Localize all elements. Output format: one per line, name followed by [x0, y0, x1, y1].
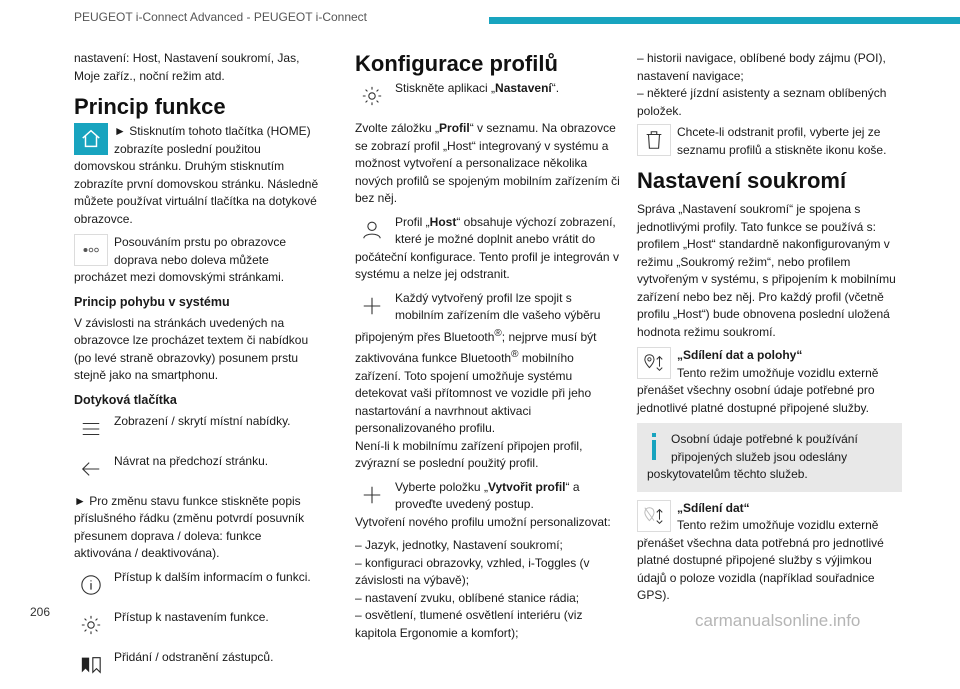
data-share-icon: [637, 500, 671, 532]
header-title: PEUGEOT i-Connect Advanced - PEUGEOT i-Connect: [74, 10, 368, 24]
loc-text: Tento režim umožňuje vozidlu externě přenášet všechny osobní údaje potřebné pro jednotlivé platné dostupné připojené služby.: [637, 365, 879, 415]
create-text: Vytvoření nového profilu umožní personalizovat:: [355, 514, 611, 529]
info-icon: [74, 569, 108, 601]
gear-post: “.: [551, 81, 560, 95]
list-item: – Jazyk, jednotky, Nastavení soukromí;: [355, 538, 563, 552]
info-marker-icon: [647, 433, 661, 463]
plus2-post: “ a proveďte uvedený postup.: [395, 479, 580, 511]
plus2-pre: Vyberte položku „: [395, 479, 488, 494]
plus1-mid: ; nejprve musí být zaktivována funkce Bluetooth: [355, 329, 597, 365]
back-text: Návrat na předchozí stránku.: [114, 453, 269, 468]
header-accent-bar: [489, 17, 960, 24]
list-item: – osvětlení, tlumené osvětlení interiéru (viz kapitola Ergonomie a komfort);: [355, 608, 583, 640]
location-share-icon: [637, 347, 671, 379]
plus-icon: [355, 479, 389, 511]
tab-post: “ v seznamu. Na obrazovce se zobrazí profil „Host“ integrovaný v systému a možnost vytvoření a personalizace několika nových profilů se spojeným mobilním zařízením či bez něj.: [355, 121, 620, 205]
bookmark-text: Přidání / odstranění zástupců.: [114, 649, 274, 664]
trash-icon: [637, 124, 671, 156]
watermark: carmanualsonline.info: [695, 611, 861, 630]
data-bold: „Sdílení dat“: [677, 500, 750, 515]
toggle-text: ► Pro změnu stavu funkce stiskněte popis příslušného řádku (změnu potvrdí posuvník přesunem doprava / doleva: funkce aktivována / deaktivována).: [74, 493, 305, 560]
column-1: [74, 50, 322, 689]
column-2: [355, 50, 620, 642]
plus1-text: Každý vytvořený profil lze spojit s mobilním zařízením dle vašeho výběru připojeným přes Bluetooth: [355, 290, 601, 344]
item-trash: [637, 124, 902, 159]
home-icon: [74, 123, 108, 155]
plus1-extra: Není-li k mobilnímu zařízení připojen profil, zvýrazní se poslední použitý profil.: [355, 438, 583, 470]
trash-text: Chcete-li odstranit profil, vyberte jej ze seznamu profilů a stiskněte ikonu koše.: [677, 125, 887, 157]
plus-icon: [355, 290, 389, 322]
back-arrow-icon: [74, 453, 108, 485]
gear-icon: [74, 609, 108, 641]
data-text: Tento režim umožňuje vozidlu externě přenášet všechna data potřebná pro jednotlivé platné dostupné připojené služby s výjimkou údajů o poloze vozidla (například souřadnice GPS).: [637, 518, 884, 602]
list-item: – konfiguraci obrazovky, vzhled, i-Toggles (v závislosti na výbavě);: [355, 555, 590, 587]
page-number: 206: [30, 605, 51, 619]
item-location: [637, 347, 902, 417]
heading-princip-funkce: Princip funkce: [74, 94, 226, 119]
item-menu: [74, 413, 322, 447]
home-text: ► Stisknutím tohoto tlačítka (HOME) zobrazíte poslední použitou domovskou stránku. Druhým stisknutím zobrazíte první domovskou stránku. Následně můžete používat virtuální tlačítka na dotykové obrazovce.: [74, 124, 319, 226]
person-icon: [355, 214, 389, 246]
item-person: [355, 214, 620, 284]
list-item: – historii navigace, oblíbené body zájmu (POI), nastavení navigace;: [637, 51, 886, 83]
item-info: [74, 569, 322, 603]
item-settings: [74, 609, 322, 643]
tab-text: [355, 120, 620, 208]
gear-pre: Stiskněte aplikaci „: [395, 81, 496, 95]
plus2-bold: Vytvořit profil: [487, 479, 566, 494]
gear-bold: Nastavení: [495, 81, 552, 95]
person-bold: Host: [429, 214, 457, 229]
tab-bold: Profil: [439, 121, 470, 135]
item-plus-1: [355, 290, 620, 473]
item-bookmark: [74, 649, 322, 683]
page-dots-icon: [74, 234, 108, 266]
person-pre: Profil „: [395, 214, 430, 229]
menu-text: Zobrazení / skrytí místní nabídky.: [114, 413, 291, 428]
loc-bold: „Sdílení dat a polohy“: [677, 348, 803, 362]
list-item: – nastavení zvuku, oblíbené stanice rádia;: [355, 590, 580, 605]
tab-pre: Zvolte záložku „: [355, 121, 440, 135]
plus1-sup: ®: [494, 327, 502, 339]
plus1-post: mobilního zařízení. Toto spojení umožňuje systému detekovat vaši přítomnost ve vozidle při jeho nastartování a navrhnout aktivaci personalizovaného profilu.: [355, 351, 592, 435]
swipe-text: Posouváním prstu po obrazovce doprava nebo doleva můžete procházet mezi domovskými stránkami.: [74, 235, 287, 284]
item-home: [74, 123, 322, 228]
heading-konfigurace: Konfigurace profilů: [355, 51, 558, 76]
item-data: [637, 500, 902, 605]
item-plus-2: [355, 479, 620, 532]
info-box: [637, 423, 902, 492]
move-text: V závislosti na stránkách uvedených na obrazovce lze procházet textem či nabídkou (po levé straně obrazovky) posunem prstu stejně jako na smartphonu.: [74, 315, 309, 382]
column-3: [637, 50, 902, 611]
subheading-dotykova: Dotyková tlačítka: [74, 392, 177, 407]
intro-text: nastavení: Host, Nastavení soukromí, Jas, Moje zaříz., noční režim atd.: [74, 51, 300, 83]
bookmark-icon: [74, 649, 108, 681]
menu-icon: [74, 413, 108, 445]
info-text: Přístup k dalším informacím o funkci.: [114, 569, 311, 584]
privacy-text: Správa „Nastavení soukromí“ je spojena s jednotlivými profily. Tato funkce se používá s: profilem „Host“ standardně nakonfigurovaným v režimu „Soukromý režim“, nebo profilem vytvořeným v systému, s připojením k mobilnímu zařízení nebo bez něj. Pro každý profil (včetně profilu „Host“) bude obnovena poslední uložená hodnota režimu soukromí.: [637, 202, 896, 339]
settings-gear-icon: [355, 80, 389, 112]
heading-soukromi: Nastavení soukromí: [637, 168, 847, 193]
item-gear: [355, 80, 620, 114]
item-back: [74, 453, 322, 487]
item-swipe: [74, 234, 322, 287]
person-post: “ obsahuje výchozí zobrazení, které je možné doplnit anebo vrátit do počáteční konfigurace. Tento profil je integrován v systému a nelze jej odstranit.: [355, 214, 619, 281]
list-item: – některé jízdní asistenty a seznam oblíbených položek.: [637, 86, 887, 118]
page-header: [0, 0, 960, 40]
info-box-text: Osobní údaje potřebné k používání připojených služeb jsou odeslány poskytovatelům těchto služeb.: [647, 432, 858, 481]
subheading-pohyb: Princip pohybu v systému: [74, 294, 230, 309]
settings-text: Přístup k nastavením funkce.: [114, 609, 269, 624]
plus1-sup2: ®: [511, 349, 519, 360]
